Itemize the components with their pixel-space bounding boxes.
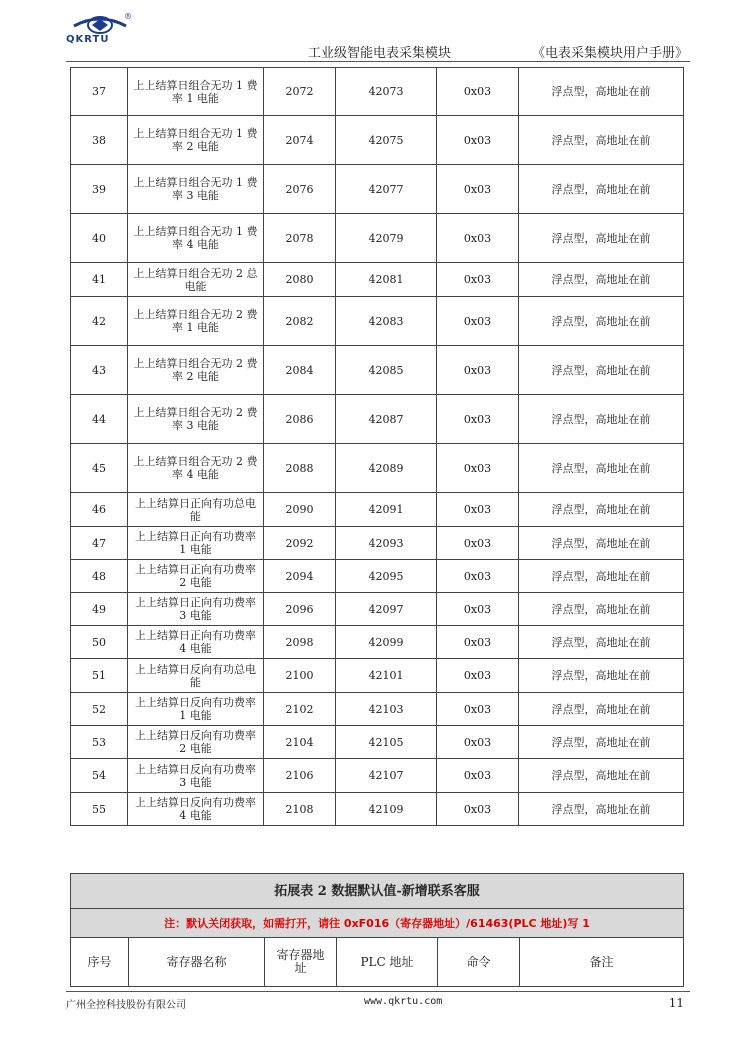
plc-address-cell: 42093: [336, 527, 437, 560]
row-number-cell: 49: [71, 593, 128, 626]
remark-cell: 浮点型，高地址在前: [519, 395, 684, 444]
command-cell: 0x03: [437, 165, 519, 214]
remark-cell: 浮点型，高地址在前: [519, 116, 684, 165]
command-cell: 0x03: [437, 297, 519, 346]
header-cell-plc-address: PLC 地址: [337, 938, 438, 987]
command-cell: 0x03: [437, 659, 519, 693]
register-address-cell: 2086: [264, 395, 336, 444]
plc-address-cell: 42087: [336, 395, 437, 444]
extension-table: [70, 873, 684, 987]
plc-address-cell: 42099: [336, 626, 437, 659]
row-number-cell: 53: [71, 726, 128, 759]
remark-cell: 浮点型，高地址在前: [519, 165, 684, 214]
register-name-cell: 上上结算日组合无功 1 费率 1 电能: [128, 68, 264, 116]
remark-cell: 浮点型，高地址在前: [519, 759, 684, 793]
command-cell: 0x03: [437, 593, 519, 626]
command-cell: 0x03: [437, 626, 519, 659]
table-row: [71, 297, 684, 346]
logo-text: QKRTU: [66, 34, 110, 45]
plc-address-cell: 42101: [336, 659, 437, 693]
row-number-cell: 55: [71, 793, 128, 826]
remark-cell: 浮点型，高地址在前: [519, 560, 684, 593]
plc-address-cell: 42085: [336, 346, 437, 395]
table-row: [71, 593, 684, 626]
plc-address-cell: 42103: [336, 693, 437, 726]
register-address-cell: 2098: [264, 626, 336, 659]
remark-cell: 浮点型，高地址在前: [519, 593, 684, 626]
table-row: [71, 116, 684, 165]
table-row: [71, 346, 684, 395]
register-name-cell: 上上结算日反向有功总电能: [128, 659, 264, 693]
table-row: [71, 793, 684, 826]
register-address-cell: 2088: [264, 444, 336, 493]
command-cell: 0x03: [437, 726, 519, 759]
register-name-cell: 上上结算日正向有功费率 1 电能: [128, 527, 264, 560]
plc-address-cell: 42083: [336, 297, 437, 346]
table-row: [71, 759, 684, 793]
row-number-cell: 45: [71, 444, 128, 493]
register-address-cell: 2072: [264, 68, 336, 116]
row-number-cell: 50: [71, 626, 128, 659]
register-name-cell: 上上结算日正向有功费率 3 电能: [128, 593, 264, 626]
row-number-cell: 39: [71, 165, 128, 214]
register-address-cell: 2090: [264, 493, 336, 527]
remark-cell: 浮点型，高地址在前: [519, 693, 684, 726]
register-name-cell: 上上结算日组合无功 2 费率 2 电能: [128, 346, 264, 395]
command-cell: 0x03: [437, 527, 519, 560]
table-row: [71, 68, 684, 116]
command-cell: 0x03: [437, 444, 519, 493]
row-number-cell: 37: [71, 68, 128, 116]
register-name-cell: 上上结算日组合无功 1 费率 2 电能: [128, 116, 264, 165]
row-number-cell: 46: [71, 493, 128, 527]
row-number-cell: 42: [71, 297, 128, 346]
register-address-cell: 2104: [264, 726, 336, 759]
row-number-cell: 41: [71, 263, 128, 297]
register-address-cell: 2096: [264, 593, 336, 626]
register-name-cell: 上上结算日组合无功 2 费率 3 电能: [128, 395, 264, 444]
remark-cell: 浮点型，高地址在前: [519, 493, 684, 527]
extension-table-title: 拓展表 2 数据默认值-新增联系客服: [71, 874, 684, 909]
table-row: [71, 527, 684, 560]
command-cell: 0x03: [437, 116, 519, 165]
register-address-cell: 2102: [264, 693, 336, 726]
header-cell-remark: 备注: [520, 938, 684, 987]
row-number-cell: 52: [71, 693, 128, 726]
remark-cell: 浮点型，高地址在前: [519, 726, 684, 759]
remark-cell: 浮点型，高地址在前: [519, 297, 684, 346]
command-cell: 0x03: [437, 395, 519, 444]
remark-cell: 浮点型，高地址在前: [519, 346, 684, 395]
register-address-cell: 2082: [264, 297, 336, 346]
register-name-cell: 上上结算日组合无功 2 费率 4 电能: [128, 444, 264, 493]
row-number-cell: 40: [71, 214, 128, 263]
plc-address-cell: 42089: [336, 444, 437, 493]
register-table-body: [71, 68, 684, 826]
plc-address-cell: 42109: [336, 793, 437, 826]
header-cell-register-name: 寄存器名称: [129, 938, 265, 987]
plc-address-cell: 42107: [336, 759, 437, 793]
command-cell: 0x03: [437, 68, 519, 116]
plc-address-cell: 42081: [336, 263, 437, 297]
plc-address-cell: 42077: [336, 165, 437, 214]
extension-table-note: 注：默认关闭获取，如需打开，请往 0xF016（寄存器地址）/61463(PLC 地址)写 1: [71, 909, 684, 938]
register-address-cell: 2084: [264, 346, 336, 395]
register-name-cell: 上上结算日反向有功费率 1 电能: [128, 693, 264, 726]
plc-address-cell: 42079: [336, 214, 437, 263]
row-number-cell: 48: [71, 560, 128, 593]
register-name-cell: 上上结算日反向有功费率 4 电能: [128, 793, 264, 826]
logo-emblem-icon: [72, 14, 128, 34]
plc-address-cell: 42073: [336, 68, 437, 116]
table-row: [71, 626, 684, 659]
register-name-cell: 上上结算日正向有功费率 4 电能: [128, 626, 264, 659]
registered-mark: ®: [124, 12, 132, 21]
register-name-cell: 上上结算日正向有功费率 2 电能: [128, 560, 264, 593]
plc-address-cell: 42075: [336, 116, 437, 165]
register-address-cell: 2100: [264, 659, 336, 693]
row-number-cell: 43: [71, 346, 128, 395]
register-address-cell: 2078: [264, 214, 336, 263]
register-name-cell: 上上结算日组合无功 1 费率 3 电能: [128, 165, 264, 214]
remark-cell: 浮点型，高地址在前: [519, 68, 684, 116]
row-number-cell: 38: [71, 116, 128, 165]
row-number-cell: 47: [71, 527, 128, 560]
header-product-title: 工业级智能电表采集模块: [308, 46, 452, 61]
command-cell: 0x03: [437, 263, 519, 297]
register-address-cell: 2080: [264, 263, 336, 297]
command-cell: 0x03: [437, 560, 519, 593]
register-address-cell: 2074: [264, 116, 336, 165]
footer-divider: [66, 991, 690, 992]
register-name-cell: 上上结算日正向有功总电能: [128, 493, 264, 527]
register-address-cell: 2092: [264, 527, 336, 560]
register-name-cell: 上上结算日组合无功 2 总电能: [128, 263, 264, 297]
remark-cell: 浮点型，高地址在前: [519, 527, 684, 560]
remark-cell: 浮点型，高地址在前: [519, 263, 684, 297]
page-number: 11: [668, 996, 684, 1010]
row-number-cell: 54: [71, 759, 128, 793]
footer-url: www.qkrtu.com: [364, 996, 443, 1007]
remark-cell: 浮点型，高地址在前: [519, 626, 684, 659]
header-manual-title: 《电表采集模块用户手册》: [531, 46, 688, 61]
header-cell-no: 序号: [71, 938, 129, 987]
remark-cell: 浮点型，高地址在前: [519, 214, 684, 263]
register-address-cell: 2108: [264, 793, 336, 826]
register-table: [70, 67, 684, 826]
command-cell: 0x03: [437, 214, 519, 263]
table-row: [71, 493, 684, 527]
header-cell-register-address: 寄存器地址: [265, 938, 337, 987]
plc-address-cell: 42091: [336, 493, 437, 527]
plc-address-cell: 42097: [336, 593, 437, 626]
remark-cell: 浮点型，高地址在前: [519, 659, 684, 693]
header-divider: [66, 61, 690, 62]
remark-cell: 浮点型，高地址在前: [519, 793, 684, 826]
register-address-cell: 2076: [264, 165, 336, 214]
company-logo: [66, 14, 138, 54]
register-name-cell: 上上结算日组合无功 2 费率 1 电能: [128, 297, 264, 346]
footer-company: 广州全控科技股份有限公司: [66, 1000, 186, 1011]
table-row: [71, 726, 684, 759]
table-row: [71, 395, 684, 444]
header-cell-command: 命令: [438, 938, 520, 987]
table-row: [71, 165, 684, 214]
table-row: [71, 693, 684, 726]
register-name-cell: 上上结算日反向有功费率 2 电能: [128, 726, 264, 759]
register-name-cell: 上上结算日组合无功 1 费率 4 电能: [128, 214, 264, 263]
command-cell: 0x03: [437, 793, 519, 826]
command-cell: 0x03: [437, 346, 519, 395]
table-row: [71, 659, 684, 693]
row-number-cell: 44: [71, 395, 128, 444]
plc-address-cell: 42105: [336, 726, 437, 759]
register-address-cell: 2106: [264, 759, 336, 793]
command-cell: 0x03: [437, 693, 519, 726]
register-address-cell: 2094: [264, 560, 336, 593]
plc-address-cell: 42095: [336, 560, 437, 593]
table-row: [71, 214, 684, 263]
table-row: [71, 444, 684, 493]
command-cell: 0x03: [437, 759, 519, 793]
command-cell: 0x03: [437, 493, 519, 527]
remark-cell: 浮点型，高地址在前: [519, 444, 684, 493]
register-name-cell: 上上结算日反向有功费率 3 电能: [128, 759, 264, 793]
table-row: [71, 560, 684, 593]
row-number-cell: 51: [71, 659, 128, 693]
table-row: [71, 263, 684, 297]
